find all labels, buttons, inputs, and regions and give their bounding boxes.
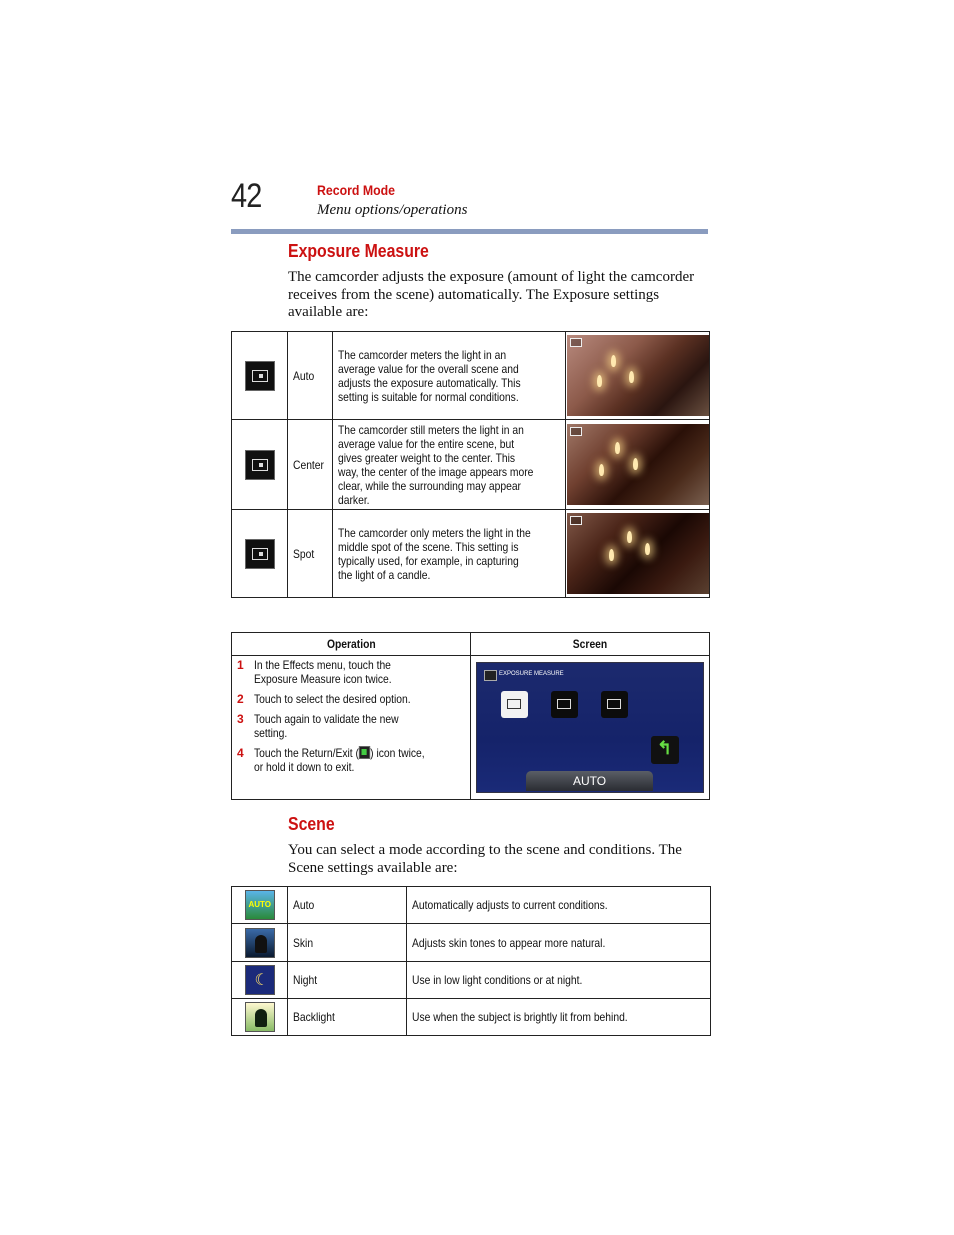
exposure-table xyxy=(231,331,710,598)
return-exit-icon xyxy=(359,746,370,759)
exposure-auto-icon xyxy=(245,361,275,391)
exposure-center-option[interactable] xyxy=(551,691,578,718)
step-item xyxy=(237,658,464,686)
selected-option-label: AUTO xyxy=(526,771,653,791)
table-row xyxy=(232,510,710,598)
exposure-desc-line: clear, while the surrounding may appear xyxy=(338,478,522,493)
scene-night-icon: ☾ xyxy=(245,965,275,995)
operation-header: Operation xyxy=(326,637,376,651)
exposure-label: Center xyxy=(293,457,324,472)
step-item xyxy=(237,712,464,740)
scene-intro: You can select a mode according to the scene and conditions. The Scene settings available are: xyxy=(288,842,682,876)
exposure-desc-line: average value for the overall scene and xyxy=(338,361,519,376)
scene-desc: Use when the subject is brightly lit from behind. xyxy=(412,1010,628,1024)
section-subtitle: Menu options/operations xyxy=(317,202,468,218)
scene-desc: Adjusts skin tones to appear more natural. xyxy=(412,935,606,950)
exposure-auto-photo xyxy=(567,335,709,416)
step-text: ) icon twice, xyxy=(370,746,425,760)
screen-header: Screen xyxy=(572,637,608,651)
exposure-spot-option[interactable] xyxy=(601,691,628,718)
scene-auto-icon: AUTO xyxy=(245,890,275,920)
table-row xyxy=(232,420,710,510)
exposure-spot-photo xyxy=(567,513,709,594)
exposure-center-icon xyxy=(245,450,275,480)
screen-title: EXPOSURE MEASURE xyxy=(499,671,564,677)
step-text: or hold it down to exit. xyxy=(254,760,355,774)
scene-label: Backlight xyxy=(293,1010,335,1024)
scene-backlight-icon xyxy=(245,1002,275,1032)
table-row xyxy=(232,924,711,962)
exposure-desc-line: The camcorder meters the light in an xyxy=(338,347,507,362)
exposure-menu-screen xyxy=(476,662,704,793)
exposure-desc-line: average value for the entire scene, but xyxy=(338,436,515,451)
table-row xyxy=(232,999,711,1036)
operation-table xyxy=(231,632,710,800)
chapter-title: Record Mode xyxy=(317,182,396,198)
scene-skin-icon xyxy=(245,928,275,958)
scene-label: Night xyxy=(293,973,318,987)
table-row xyxy=(232,887,711,924)
step-text: Touch the Return/Exit ( xyxy=(254,746,359,760)
step-item xyxy=(237,746,464,774)
exposure-desc-line: adjusts the exposure automatically. This xyxy=(338,375,521,390)
step-item xyxy=(237,692,464,706)
exposure-desc-line: setting is suitable for normal conditions. xyxy=(338,389,519,404)
exposure-desc-line: gives greater weight to the center. This xyxy=(338,450,516,465)
step-text: In the Effects menu, touch the xyxy=(254,658,391,672)
exposure-label: Auto xyxy=(293,368,315,383)
table-row xyxy=(232,332,710,420)
exposure-center-photo xyxy=(567,424,709,505)
exposure-desc-line: darker. xyxy=(338,492,370,507)
step-text: Touch again to validate the new xyxy=(254,712,399,726)
exposure-heading: Exposure Measure xyxy=(288,241,429,261)
exposure-auto-option[interactable] xyxy=(501,691,528,718)
exposure-intro: The camcorder adjusts the exposure (amount of light the camcorder receives from the scene) automatically. The Exposure settings available are: xyxy=(288,269,695,320)
step-text: setting. xyxy=(254,726,288,740)
step-number: 1 xyxy=(237,658,244,672)
exposure-desc-line: typically used, for example, in capturing xyxy=(338,553,519,568)
return-exit-button[interactable] xyxy=(651,736,679,764)
step-text: Touch to select the desired option. xyxy=(254,692,411,706)
effects-menu-icon xyxy=(484,670,497,681)
scene-label: Auto xyxy=(293,898,315,912)
exposure-label: Spot xyxy=(293,546,315,561)
table-row xyxy=(232,962,711,999)
step-number: 4 xyxy=(237,746,244,760)
exposure-desc-line: middle spot of the scene. This setting is xyxy=(338,539,519,554)
scene-desc: Automatically adjusts to current conditions. xyxy=(412,898,608,912)
scene-label: Skin xyxy=(293,935,314,950)
exposure-spot-icon xyxy=(245,539,275,569)
page-number: 42 xyxy=(231,177,262,215)
step-number: 2 xyxy=(237,692,244,706)
scene-table xyxy=(231,886,711,1036)
header-rule xyxy=(231,229,708,234)
exposure-desc-line: The camcorder only meters the light in the xyxy=(338,525,531,540)
step-text: Exposure Measure icon twice. xyxy=(254,672,392,686)
exposure-desc-line: the light of a candle. xyxy=(338,567,431,582)
exposure-desc-line: way, the center of the image appears more xyxy=(338,464,534,479)
step-number: 3 xyxy=(237,712,244,726)
scene-heading: Scene xyxy=(288,814,335,834)
scene-desc: Use in low light conditions or at night. xyxy=(412,973,583,987)
exposure-desc-line: The camcorder still meters the light in an xyxy=(338,422,524,437)
